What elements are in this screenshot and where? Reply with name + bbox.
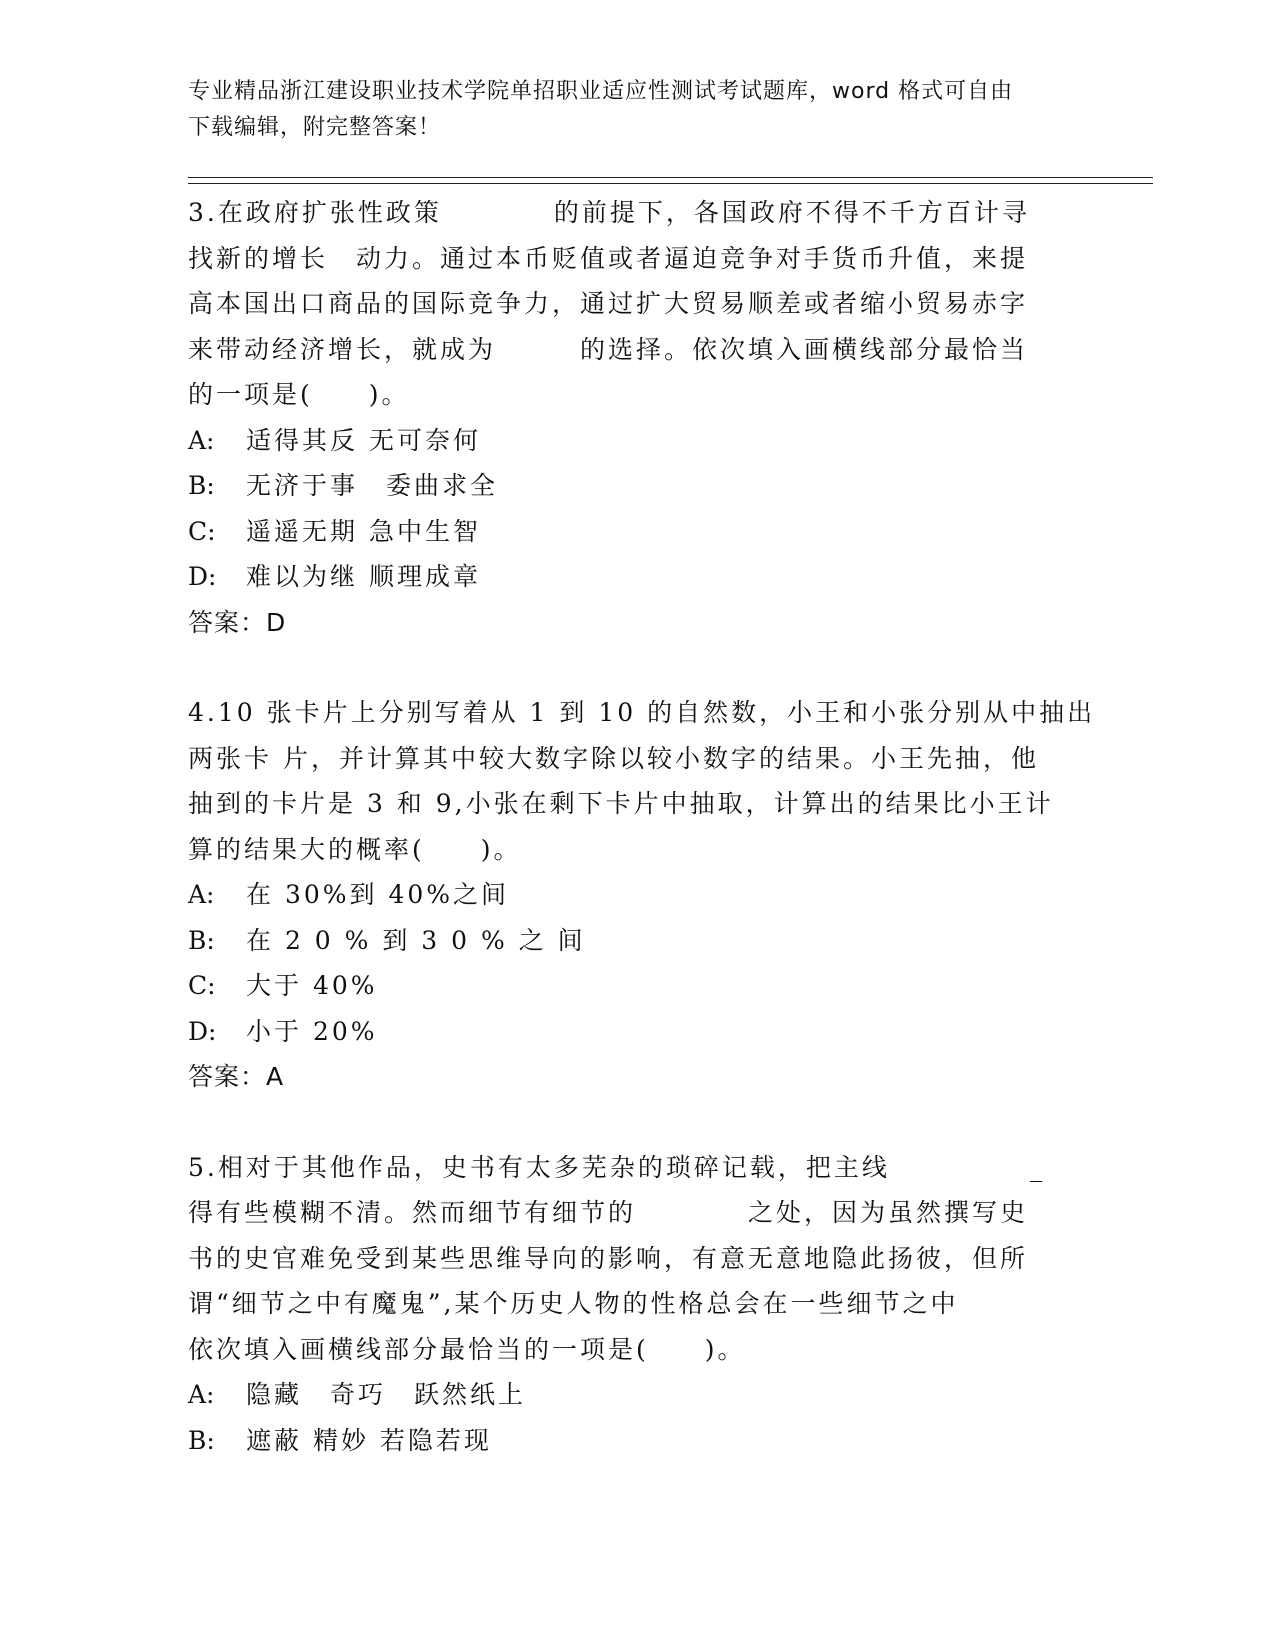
option-letter: C: xyxy=(188,971,216,1000)
option-c xyxy=(188,963,1088,1009)
question-text-line: 两张卡 片，并计算其中较大数字除以较小数字的结果。小王先抽，他 xyxy=(188,743,1039,773)
question-text-line: 找新的增长 动力。通过本币贬值或者逼迫竞争对手货币升值，来提 xyxy=(188,243,1029,273)
question-3 xyxy=(188,190,1088,645)
option-b xyxy=(188,918,1088,964)
question-text-line: 高本国出口商品的国际竞争力，通过扩大贸易顺差或者缩小贸易赤字 xyxy=(188,289,1029,318)
question-text-line: 的一项是( )。 xyxy=(188,380,410,409)
option-d xyxy=(188,554,1088,600)
option-text: 遮蔽 精妙 若隐若现 xyxy=(246,1425,492,1455)
option-a xyxy=(188,1372,1088,1418)
question-text-line: 来带动经济增长，就成为 的选择。依次填入画横线部分最恰当 xyxy=(188,334,1029,364)
option-text: 在 30%到 40%之间 xyxy=(246,880,510,909)
option-a xyxy=(188,872,1088,918)
option-letter: C: xyxy=(188,516,216,546)
question-text-line: 抽到的卡片是 3 和 9,小张在剩下卡片中抽取，计算出的结果比小王计 xyxy=(188,789,1054,818)
option-text: 小于 20% xyxy=(246,1016,378,1046)
option-b xyxy=(188,1418,1088,1464)
option-letter: A: xyxy=(188,425,215,455)
page-header xyxy=(188,74,1088,146)
header-line-2: 下载编辑，附完整答案！ xyxy=(188,115,442,140)
option-text: 遥遥无期 急中生智 xyxy=(246,516,481,546)
answer-label: 答案：A xyxy=(188,1062,285,1091)
question-5 xyxy=(188,1145,1088,1464)
question-text-line: 得有些模糊不清。然而细节有细节的 之处，因为虽然撰写史 xyxy=(188,1198,1029,1227)
header-line-1: 专业精品浙江建设职业技术学院单招职业适应性测试考试题库，word 格式可自由 xyxy=(188,79,1014,104)
option-letter: D: xyxy=(188,562,217,591)
option-letter: B: xyxy=(188,1425,215,1455)
option-text: 适得其反 无可奈何 xyxy=(246,425,481,455)
question-text-line: 4.10 张卡片上分别写着从 1 到 10 的自然数，小王和小张分别从中抽出 xyxy=(188,698,1096,727)
option-d xyxy=(188,1009,1088,1055)
option-text: 在 2 0 % 到 3 0 % 之 间 xyxy=(246,925,586,955)
question-text-line: 算的结果大的概率( )。 xyxy=(188,834,522,864)
option-text: 隐藏 奇巧 跃然纸上 xyxy=(246,1380,527,1409)
document-body xyxy=(188,190,1096,1463)
question-4 xyxy=(188,690,1096,1100)
option-letter: B: xyxy=(188,471,215,500)
option-letter: A: xyxy=(188,1380,215,1409)
option-text: 大于 40% xyxy=(246,971,378,1000)
question-text-line: 依次填入画横线部分最恰当的一项是( )。 xyxy=(188,1334,746,1364)
answer-label: 答案：D xyxy=(188,607,287,637)
question-text-line: 3.在政府扩张性政策 的前提下，各国政府不得不千方百计寻 xyxy=(188,198,1030,227)
option-a xyxy=(188,418,1088,464)
question-text-line: 5.相对于其他作品，史书有太多芜杂的琐碎记载，把主线 _ xyxy=(188,1152,1046,1182)
question-text-line: 书的史官难免受到某些思维导向的影响，有意无意地隐此扬彼，但所 xyxy=(188,1243,1029,1273)
option-letter: B: xyxy=(188,925,215,955)
option-text: 无济于事 委曲求全 xyxy=(246,471,499,500)
option-b xyxy=(188,463,1088,509)
option-c xyxy=(188,509,1088,555)
option-text: 难以为继 顺理成章 xyxy=(246,562,481,591)
header-divider xyxy=(188,177,1153,178)
option-letter: D: xyxy=(188,1016,217,1046)
header-divider-thin xyxy=(188,183,1153,184)
option-letter: A: xyxy=(188,880,215,909)
question-text-line: 谓“细节之中有魔鬼”,某个历史人物的性格总会在一些细节之中 xyxy=(188,1289,959,1318)
